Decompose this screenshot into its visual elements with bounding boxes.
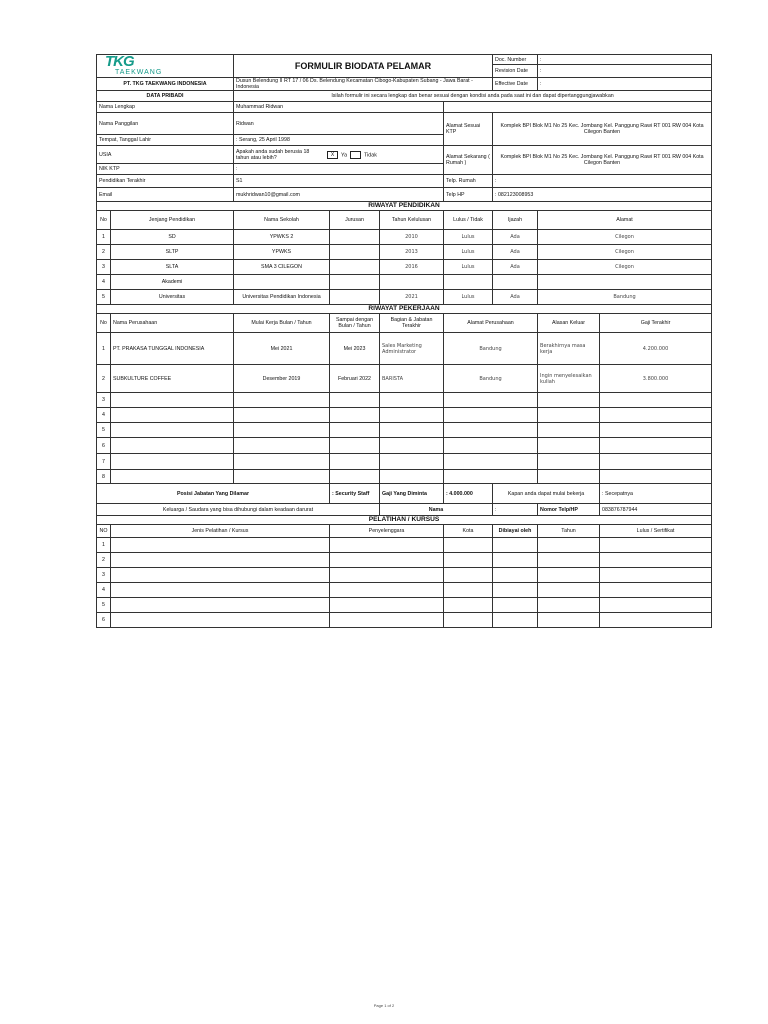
- job-row: [97, 423, 712, 438]
- training-tahun[interactable]: [538, 583, 600, 598]
- training-dibiayai[interactable]: [493, 598, 538, 613]
- company-address: Dusun Belendung II RT 17 / 06 Ds. Belendung Kecamatan Cibogo-Kabupaten Subang - Jawa Barat - Indonesia: [234, 78, 493, 91]
- nik-label: NIK KTP: [97, 164, 234, 175]
- gaji-diminta-value[interactable]: : 4.000.000: [444, 484, 493, 504]
- job-jabatan[interactable]: [380, 454, 444, 470]
- instruction-text: Isilah formulir ini secara lengkap dan benar sesuai dengan kondisi anda pada saat ini dan dapat dipertanggungjawabkan: [234, 91, 712, 102]
- nomor-label: Nomor Telp/HP: [538, 504, 600, 516]
- job-sampai[interactable]: [330, 454, 380, 470]
- header-row: [97, 78, 712, 91]
- job-no: 2: [97, 365, 111, 393]
- doc-number-label: Doc. Number: [493, 55, 538, 65]
- training-jenis[interactable]: [111, 568, 330, 583]
- job-perusahaan[interactable]: [111, 470, 234, 484]
- job-row: [97, 365, 712, 393]
- edu-alamat[interactable]: Bandung: [538, 290, 712, 305]
- checkbox-ya[interactable]: X: [327, 151, 338, 159]
- job-jabatan[interactable]: [380, 408, 444, 423]
- training-row: [97, 553, 712, 568]
- header-tahun: Tahun Kelulusan: [380, 211, 444, 230]
- edu-no: 2: [97, 245, 111, 260]
- job-gaji[interactable]: [600, 408, 712, 423]
- edu-tahun[interactable]: [380, 275, 444, 290]
- job-alamat[interactable]: Bandung: [444, 333, 538, 365]
- edu-sekolah[interactable]: YPWKS 2: [234, 230, 330, 245]
- job-jabatan[interactable]: Sales Marketing Administrator: [380, 333, 444, 365]
- nomor-value[interactable]: 083876787944: [600, 504, 712, 516]
- job-gaji[interactable]: [600, 470, 712, 484]
- job-perusahaan[interactable]: [111, 423, 234, 438]
- training-penyelenggara[interactable]: [330, 568, 444, 583]
- header-ijazah: Ijazah: [493, 211, 538, 230]
- logo-subtext: TAEKWANG: [115, 69, 163, 76]
- training-jenis[interactable]: [111, 598, 330, 613]
- job-alamat[interactable]: [444, 393, 538, 408]
- nama-panggilan-label: Nama Panggilan: [97, 113, 234, 135]
- header-sekolah: Nama Sekolah: [234, 211, 330, 230]
- alamat-sekarang-value[interactable]: Komplek BPI Blok M1 No 25 Kec. Jombang Kel. Panggung Rawi RT 001 RW 004 Kota Cilegon Banten: [493, 146, 712, 175]
- job-mulai[interactable]: [234, 470, 330, 484]
- edu-jenjang: SLTA: [111, 260, 234, 275]
- telp-hp-label: Telp HP: [444, 188, 493, 202]
- job-perusahaan[interactable]: [111, 454, 234, 470]
- nama-panggilan-value[interactable]: Ridwan: [234, 113, 444, 135]
- edu-lulus[interactable]: Lulus: [444, 230, 493, 245]
- edu-row: [97, 245, 712, 260]
- logo: [97, 55, 234, 78]
- blank-cell: [444, 102, 712, 113]
- header-sampai: Sampai dengan Bulan / Tahun: [330, 314, 380, 333]
- edu-ijazah[interactable]: [493, 275, 538, 290]
- job-sampai[interactable]: [330, 393, 380, 408]
- training-no: 5: [97, 598, 111, 613]
- job-jabatan[interactable]: [380, 393, 444, 408]
- job-jabatan[interactable]: [380, 423, 444, 438]
- edu-jurusan[interactable]: [330, 260, 380, 275]
- job-alamat[interactable]: [444, 470, 538, 484]
- training-no: 6: [97, 613, 111, 628]
- edu-tahun[interactable]: 2016: [380, 260, 444, 275]
- training-tahun[interactable]: [538, 598, 600, 613]
- edu-row: [97, 260, 712, 275]
- training-sertifikat[interactable]: [600, 553, 712, 568]
- training-kota[interactable]: [444, 598, 493, 613]
- job-no: 3: [97, 393, 111, 408]
- edu-sekolah[interactable]: [234, 275, 330, 290]
- header-kota: Kota: [444, 525, 493, 538]
- telp-rumah-value[interactable]: :: [493, 175, 712, 188]
- header-alamat: Alamat: [538, 211, 712, 230]
- training-kota[interactable]: [444, 538, 493, 553]
- job-mulai[interactable]: [234, 408, 330, 423]
- edu-no: 5: [97, 290, 111, 305]
- biodata-form: [96, 54, 711, 628]
- job-alamat[interactable]: Bandung: [444, 365, 538, 393]
- alamat-ktp-value[interactable]: Komplek BPI Blok M1 No 25 Kec. Jombang Kel. Panggung Rawi RT 001 RW 004 Kota Cilegon Banten: [493, 113, 712, 146]
- revision-value: :: [538, 65, 712, 78]
- keluarga-label: Keluarga / Saudara yang bisa dihubungi dalam keadaan darurat: [97, 504, 380, 516]
- table-row: [97, 188, 712, 202]
- edu-tahun[interactable]: 2013: [380, 245, 444, 260]
- table-row: [97, 146, 712, 164]
- nama-value[interactable]: :: [493, 504, 538, 516]
- edu-no: 1: [97, 230, 111, 245]
- job-alasan[interactable]: [538, 423, 600, 438]
- nama-lengkap-value[interactable]: Muhammad Ridwan: [234, 102, 444, 113]
- page-footer: Page 1 of 2: [373, 1003, 395, 1008]
- usia-question-text: Apakah anda sudah berusia 18 tahun atau lebih?: [236, 148, 310, 161]
- section-data-pribadi: DATA PRIBADI: [97, 91, 234, 102]
- training-no: 3: [97, 568, 111, 583]
- job-perusahaan[interactable]: [111, 408, 234, 423]
- table-row: [97, 504, 712, 516]
- edu-jenjang: Universitas: [111, 290, 234, 305]
- edu-tahun[interactable]: 2021: [380, 290, 444, 305]
- edu-lulus[interactable]: [444, 275, 493, 290]
- training-sertifikat[interactable]: [600, 613, 712, 628]
- job-sampai[interactable]: Februari 2022: [330, 365, 380, 393]
- job-mulai[interactable]: Desember 2019: [234, 365, 330, 393]
- ya-label: Ya: [341, 151, 348, 158]
- table-row: [97, 91, 712, 102]
- edu-ijazah[interactable]: Ada: [493, 245, 538, 260]
- section-pelatihan: PELATIHAN / KURSUS: [97, 516, 712, 525]
- job-row: [97, 333, 712, 365]
- edu-sekolah[interactable]: SMA 3 CILEGON: [234, 260, 330, 275]
- training-tahun[interactable]: [538, 613, 600, 628]
- job-sampai[interactable]: [330, 423, 380, 438]
- nik-value[interactable]: :: [234, 164, 444, 175]
- header-penyelenggara: Penyelenggara: [330, 525, 444, 538]
- job-row: [97, 454, 712, 470]
- job-row: [97, 470, 712, 484]
- job-sampai[interactable]: Mei 2023: [330, 333, 380, 365]
- form-title: FORMULIR BIODATA PELAMAR: [234, 55, 493, 78]
- table-row: [97, 202, 712, 211]
- job-alasan[interactable]: [538, 470, 600, 484]
- job-gaji[interactable]: [600, 393, 712, 408]
- job-perusahaan[interactable]: SUBKULTURE COFFEE: [111, 365, 234, 393]
- nama-label: Nama: [380, 504, 493, 516]
- training-sertifikat[interactable]: [600, 568, 712, 583]
- training-sertifikat[interactable]: [600, 583, 712, 598]
- job-gaji[interactable]: [600, 454, 712, 470]
- logo-text: TKG: [105, 54, 134, 70]
- job-mulai[interactable]: [234, 393, 330, 408]
- header-jenjang: Jenjang Pendidikan: [111, 211, 234, 230]
- edu-row: [97, 275, 712, 290]
- job-alamat[interactable]: [444, 438, 538, 454]
- header-tahun: Tahun: [538, 525, 600, 538]
- table-row: [97, 175, 712, 188]
- job-sampai[interactable]: [330, 438, 380, 454]
- edu-alamat[interactable]: [538, 275, 712, 290]
- job-row: [97, 393, 712, 408]
- table-row: [97, 314, 712, 333]
- edu-no: 4: [97, 275, 111, 290]
- header-no: NO: [97, 525, 111, 538]
- training-kota[interactable]: [444, 568, 493, 583]
- job-alamat[interactable]: [444, 423, 538, 438]
- job-no: 1: [97, 333, 111, 365]
- nama-lengkap-label: Nama Lengkap: [97, 102, 234, 113]
- mulai-kerja-label: Kapan anda dapat mulai bekerja: [493, 484, 600, 504]
- training-row: [97, 538, 712, 553]
- edu-jurusan[interactable]: [330, 245, 380, 260]
- job-row: [97, 438, 712, 454]
- header-row: [97, 55, 712, 65]
- training-tahun[interactable]: [538, 538, 600, 553]
- training-sertifikat[interactable]: [600, 538, 712, 553]
- job-alasan[interactable]: Ingin menyelesaikan kuliah: [538, 365, 600, 393]
- effective-value: :: [538, 78, 712, 91]
- section-riwayat-pendidikan: RIWAYAT PENDIDIKAN: [97, 202, 712, 211]
- job-alasan[interactable]: [538, 438, 600, 454]
- job-alamat[interactable]: [444, 408, 538, 423]
- alamat-ktp-label: Alamat Sesuai KTP: [444, 113, 493, 146]
- job-alasan[interactable]: Berakhirnya masa kerja: [538, 333, 600, 365]
- header-alasan: Alasan Keluar: [538, 314, 600, 333]
- training-row: [97, 613, 712, 628]
- training-penyelenggara[interactable]: [330, 613, 444, 628]
- ttl-value[interactable]: : Serang, 25 April 1998: [234, 135, 444, 146]
- edu-no: 3: [97, 260, 111, 275]
- tidak-label: Tidak: [364, 151, 377, 158]
- edu-row: [97, 290, 712, 305]
- job-alasan[interactable]: [538, 393, 600, 408]
- edu-ijazah[interactable]: Ada: [493, 230, 538, 245]
- job-no: 8: [97, 470, 111, 484]
- email-label: Email: [97, 188, 234, 202]
- job-alasan[interactable]: [538, 408, 600, 423]
- section-riwayat-pekerjaan: RIWAYAT PEKERJAAN: [97, 305, 712, 314]
- training-no: 4: [97, 583, 111, 598]
- edu-ijazah[interactable]: Ada: [493, 290, 538, 305]
- table-row: [97, 113, 712, 135]
- training-no: 1: [97, 538, 111, 553]
- training-dibiayai[interactable]: [493, 613, 538, 628]
- job-row: [97, 408, 712, 423]
- job-mulai[interactable]: [234, 454, 330, 470]
- job-mulai[interactable]: [234, 423, 330, 438]
- header-jurusan: Jurusan: [330, 211, 380, 230]
- job-gaji[interactable]: [600, 423, 712, 438]
- posisi-value[interactable]: : Security Staff: [330, 484, 380, 504]
- job-mulai[interactable]: [234, 438, 330, 454]
- mulai-kerja-value[interactable]: : Secepatnya: [600, 484, 712, 504]
- job-jabatan[interactable]: [380, 470, 444, 484]
- training-row: [97, 568, 712, 583]
- effective-label: Effective Date: [493, 78, 538, 91]
- header-lulus: Lulus / Tidak: [444, 211, 493, 230]
- training-tahun[interactable]: [538, 553, 600, 568]
- header-alamat-perusahaan: Alamat Perusahaan: [444, 314, 538, 333]
- training-row: [97, 583, 712, 598]
- training-penyelenggara[interactable]: [330, 583, 444, 598]
- edu-jenjang: SLTP: [111, 245, 234, 260]
- table-row: [97, 525, 712, 538]
- ttl-label: Tempat, Tanggal Lahir: [97, 135, 234, 146]
- header-lulus-sertifikat: Lulus / Sertifikat: [600, 525, 712, 538]
- training-dibiayai[interactable]: [493, 568, 538, 583]
- edu-alamat[interactable]: Cilegon: [538, 230, 712, 245]
- edu-alamat[interactable]: Cilegon: [538, 245, 712, 260]
- training-dibiayai[interactable]: [493, 538, 538, 553]
- header-jabatan: Bagian & Jabatan Terakhir: [380, 314, 444, 333]
- edu-jurusan[interactable]: [330, 275, 380, 290]
- edu-ijazah[interactable]: Ada: [493, 260, 538, 275]
- edu-jenjang: SD: [111, 230, 234, 245]
- telp-hp-value[interactable]: : 082123008953: [493, 188, 712, 202]
- table-row: [97, 484, 712, 504]
- header-perusahaan: Nama Perusahaan: [111, 314, 234, 333]
- edu-sekolah[interactable]: YPWKS: [234, 245, 330, 260]
- training-dibiayai[interactable]: [493, 553, 538, 568]
- edu-jenjang: Akademi: [111, 275, 234, 290]
- training-penyelenggara[interactable]: [330, 538, 444, 553]
- training-jenis[interactable]: [111, 613, 330, 628]
- training-jenis[interactable]: [111, 583, 330, 598]
- edu-lulus[interactable]: Lulus: [444, 245, 493, 260]
- job-no: 6: [97, 438, 111, 454]
- training-row: [97, 598, 712, 613]
- training-kota[interactable]: [444, 613, 493, 628]
- job-mulai[interactable]: Mei 2021: [234, 333, 330, 365]
- edu-tahun[interactable]: 2010: [380, 230, 444, 245]
- job-gaji[interactable]: 4.200.000: [600, 333, 712, 365]
- header-gaji: Gaji Terakhir: [600, 314, 712, 333]
- revision-label: Revision Date: [493, 65, 538, 78]
- edu-sekolah[interactable]: Universitas Pendidikan Indonesia: [234, 290, 330, 305]
- edu-alamat[interactable]: Cilegon: [538, 260, 712, 275]
- job-alamat[interactable]: [444, 454, 538, 470]
- job-no: 4: [97, 408, 111, 423]
- job-gaji[interactable]: [600, 438, 712, 454]
- edu-jurusan[interactable]: [330, 290, 380, 305]
- header-jenis: Jenis Pelatihan / Kursus: [111, 525, 330, 538]
- header-mulai: Mulai Kerja Bulan / Tahun: [234, 314, 330, 333]
- job-jabatan[interactable]: [380, 438, 444, 454]
- usia-question[interactable]: [234, 146, 444, 164]
- pendidikan-label: Pendidikan Terakhir: [97, 175, 234, 188]
- job-sampai[interactable]: [330, 408, 380, 423]
- job-gaji[interactable]: 3.800.000: [600, 365, 712, 393]
- edu-lulus[interactable]: Lulus: [444, 290, 493, 305]
- training-jenis[interactable]: [111, 538, 330, 553]
- edu-jurusan[interactable]: [330, 230, 380, 245]
- training-penyelenggara[interactable]: [330, 598, 444, 613]
- job-jabatan[interactable]: BARISTA: [380, 365, 444, 393]
- company-name: PT. TKG TAEKWANG INDONESIA: [97, 78, 234, 91]
- pendidikan-value[interactable]: S1: [234, 175, 444, 188]
- checkbox-tidak[interactable]: [350, 151, 361, 159]
- job-no: 5: [97, 423, 111, 438]
- training-jenis[interactable]: [111, 553, 330, 568]
- job-no: 7: [97, 454, 111, 470]
- table-row: [97, 305, 712, 314]
- posisi-label: Posisi Jabatan Yang Dilamar: [97, 484, 330, 504]
- table-row: [97, 516, 712, 525]
- email-value[interactable]: mukhridwan10@gmail.com: [234, 188, 444, 202]
- telp-rumah-label: Telp. Rumah: [444, 175, 493, 188]
- table-row: [97, 102, 712, 113]
- header-no: No: [97, 211, 111, 230]
- job-sampai[interactable]: [330, 470, 380, 484]
- table-row: [97, 211, 712, 230]
- job-alasan[interactable]: [538, 454, 600, 470]
- doc-number-value: :: [538, 55, 712, 65]
- header-no: No: [97, 314, 111, 333]
- job-perusahaan[interactable]: PT. PRAKASA TUNGGAL INDONESIA: [111, 333, 234, 365]
- training-dibiayai[interactable]: [493, 583, 538, 598]
- usia-label: USIA: [97, 146, 234, 164]
- job-perusahaan[interactable]: [111, 438, 234, 454]
- gaji-diminta-label: Gaji Yang Diminta: [380, 484, 444, 504]
- edu-lulus[interactable]: Lulus: [444, 260, 493, 275]
- training-kota[interactable]: [444, 583, 493, 598]
- alamat-sekarang-label: Alamat Sekarang ( Rumah ): [444, 146, 493, 175]
- training-tahun[interactable]: [538, 568, 600, 583]
- form-table: [96, 54, 712, 628]
- training-penyelenggara[interactable]: [330, 553, 444, 568]
- training-kota[interactable]: [444, 553, 493, 568]
- training-no: 2: [97, 553, 111, 568]
- job-perusahaan[interactable]: [111, 393, 234, 408]
- training-sertifikat[interactable]: [600, 598, 712, 613]
- header-dibiayai: Dibiayai oleh: [493, 525, 538, 538]
- edu-row: [97, 230, 712, 245]
